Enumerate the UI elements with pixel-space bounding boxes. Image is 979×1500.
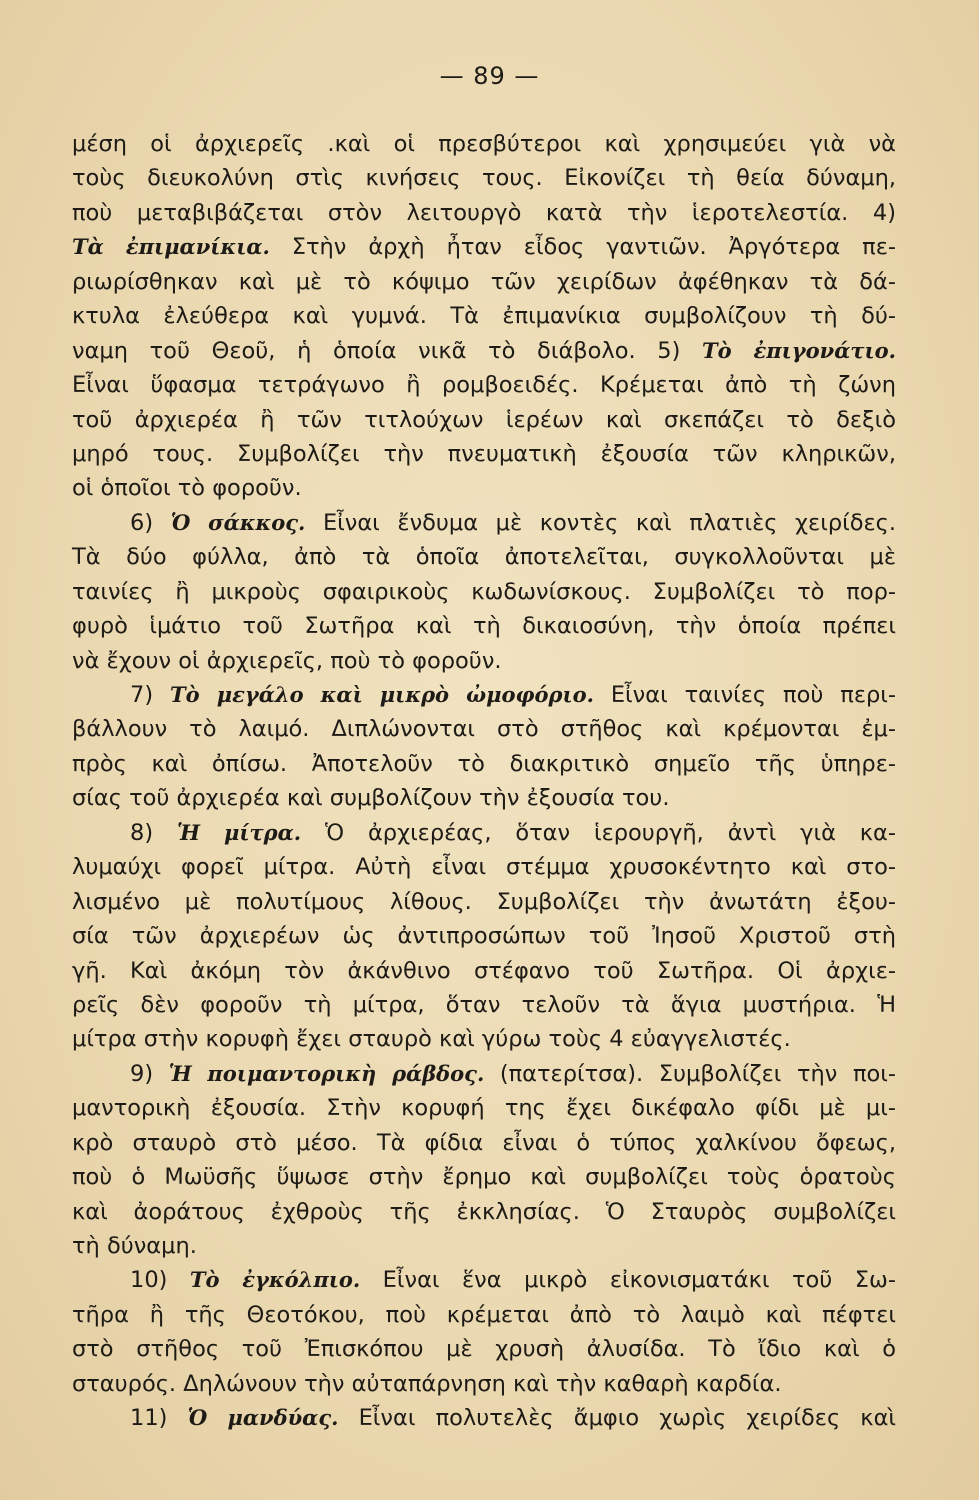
text-segment: νὰ ἔχουν οἱ ἀρχιερεῖς, ποὺ τὸ φοροῦν. <box>72 647 502 674</box>
text-line <box>72 1091 896 1125</box>
text-segment: 8) <box>130 819 177 846</box>
text-line <box>72 1367 896 1401</box>
text-line <box>72 1298 896 1332</box>
text-line <box>72 299 896 333</box>
text-line <box>72 954 896 988</box>
text-line <box>72 919 896 953</box>
text-line <box>72 471 896 505</box>
text-line <box>72 1160 896 1194</box>
text-segment: τοῦ ἀρχιερέα ἢ τῶν τιτλούχων ἱερέων καὶ σκεπάζει τὸ δεξιὸ <box>72 406 896 433</box>
text-segment: γῆ. Καὶ ἀκόμη τὸν ἀκάνθινο στέφανο τοῦ Σωτῆρα. Οἱ ἀρχιε- <box>72 957 896 984</box>
text-line <box>72 1401 896 1435</box>
text-segment: (πατερίτσα). Συμβολίζει τὴν ποι- <box>484 1060 896 1087</box>
text-line <box>72 230 896 264</box>
text-line <box>72 368 896 402</box>
text-line <box>72 127 896 161</box>
text-segment: σία τῶν ἀρχιερέων ὡς ἀντιπροσώπων τοῦ Ἰησοῦ Χριστοῦ στὴ <box>72 923 896 950</box>
item-heading: Ἡ ποιμαντορικὴ ράβδος. <box>168 1060 485 1086</box>
text-segment: μαντορικὴ ἐξουσία. Στὴν κορυφή της ἔχει δικέφαλο φίδι μὲ μι- <box>72 1095 896 1122</box>
text-segment: 6) <box>130 509 171 536</box>
text-segment: οἱ ὁποῖοι τὸ φοροῦν. <box>72 475 302 502</box>
text-segment: κρὸ σταυρὸ στὸ μέσο. Τὰ φίδια εἶναι ὁ τύπος χαλκίνου ὄφεως, <box>72 1129 896 1156</box>
item-heading: Τὸ ἐγκόλπιο. <box>189 1267 361 1293</box>
text-segment: Ὁ ἀρχιερέας, ὅταν ἱερουργῆ, ἀντὶ γιὰ κα- <box>301 819 897 846</box>
text-line <box>72 540 896 574</box>
page-number: — 89 — <box>439 62 540 90</box>
text-line <box>72 1022 896 1056</box>
item-heading: Ὁ σάκκος. <box>170 509 306 535</box>
item-heading: Τὸ ἐπιγονάτιο. <box>702 337 896 363</box>
text-line <box>72 1229 896 1263</box>
text-line <box>72 747 896 781</box>
text-line <box>72 678 896 712</box>
text-line <box>72 403 896 437</box>
text-line <box>72 816 896 850</box>
text-segment: βάλλουν τὸ λαιμό. Διπλώνονται στὸ στῆθος καὶ κρέμονται ἐμ- <box>72 716 896 743</box>
text-segment: Εἶναι ἔνδυμα μὲ κοντὲς καὶ πλατιὲς χειρίδες. <box>305 509 896 536</box>
item-heading: Ὁ μανδύας. <box>187 1405 339 1431</box>
body-text <box>72 127 896 1436</box>
text-segment: λισμένο μὲ πολυτίμους λίθους. Συμβολίζει τὴν ἀνωτάτη ἐξου- <box>72 888 896 915</box>
text-segment: τῆρα ἢ τῆς Θεοτόκου, ποὺ κρέμεται ἀπὸ τὸ λαιμὸ καὶ πέφτει <box>72 1301 896 1328</box>
text-segment: τὴ δύναμη. <box>72 1233 197 1259</box>
text-line <box>72 644 896 678</box>
text-segment: στὸ στῆθος τοῦ Ἐπισκόπου μὲ χρυσὴ ἀλυσίδα. Τὸ ἴδιο καὶ ὁ <box>72 1336 896 1363</box>
text-line <box>72 1195 896 1229</box>
text-segment: τοὺς διευκολύνη στὶς κινήσεις τους. Εἰκονίζει τὴ θεία δύναμη, <box>72 165 896 192</box>
text-segment: 9) <box>130 1060 169 1087</box>
text-segment: σίας τοῦ ἀρχιερέα καὶ συμβολίζουν τὴν ἐξουσία του. <box>72 785 670 812</box>
text-segment: σταυρός. Δηλώνουν τὴν αὐταπάρνηση καὶ τὴν καθαρὴ καρδία. <box>72 1370 782 1397</box>
text-segment: ποὺ μεταβιβάζεται στὸν λειτουργὸ κατὰ τὴν ἱεροτελεστία. 4) <box>72 199 896 226</box>
item-heading: Ἡ μίτρα. <box>176 819 302 845</box>
text-line <box>72 1263 896 1297</box>
text-segment: ρεῖς δὲν φοροῦν τὴ μίτρα, ὅταν τελοῦν τὰ ἅγια μυστήρια. Ἡ <box>72 991 896 1018</box>
text-segment: 7) <box>130 682 171 708</box>
text-line <box>72 437 896 471</box>
text-line <box>72 196 896 230</box>
text-line <box>72 334 896 368</box>
text-segment: μηρό τους. Συμβολίζει τὴν πνευματικὴ ἐξουσία τῶν κληρικῶν, <box>72 440 896 467</box>
text-segment: Στὴν ἀρχὴ ἦταν εἶδος γαντιῶν. Ἀργότερα πε- <box>269 234 896 261</box>
text-segment: πρὸς καὶ ὀπίσω. Ἀποτελοῦν τὸ διακριτικὸ σημεῖο τῆς ὑπηρε- <box>72 750 896 777</box>
text-segment: 10) <box>130 1267 190 1294</box>
text-segment: 11) <box>130 1405 188 1432</box>
text-line <box>72 885 896 919</box>
text-line <box>72 1332 896 1366</box>
text-line <box>72 850 896 884</box>
text-segment: Τὰ δύο φύλλα, ἀπὸ τὰ ὁποῖα ἀποτελεῖται, συγκολλοῦνται μὲ <box>72 544 896 571</box>
text-segment: φυρὸ ἱμάτιο τοῦ Σωτῆρα καὶ τὴ δικαιοσύνη, τὴν ὁποία πρέπει <box>72 613 896 640</box>
text-segment: Εἶναι ταινίες ποὺ περι- <box>593 682 897 708</box>
text-segment: ναμη τοῦ Θεοῦ, ἡ ὁποία νικᾶ τὸ διάβολο. 5) <box>72 337 703 364</box>
text-segment: καὶ ἀοράτους ἐχθροὺς τῆς ἐκκλησίας. Ὁ Σταυρὸς συμβολίζει <box>72 1198 896 1225</box>
text-segment: ταινίες ἢ μικροὺς σφαιρικοὺς κωδωνίσκους. Συμβολίζει τὸ πορ- <box>72 578 896 605</box>
text-segment: Εἶναι πολυτελὲς ἄμφιο χωρὶς χειρίδες καὶ <box>338 1405 897 1432</box>
item-heading: Τὰ ἐπιμανίκια. <box>72 234 270 260</box>
text-segment: ριωρίσθηκαν καὶ μὲ τὸ κόψιμο τῶν χειρίδων ἀφέθηκαν τὰ δά- <box>72 268 896 295</box>
text-line <box>72 712 896 746</box>
text-segment: μίτρα στὴν κορυφὴ ἔχει σταυρὸ καὶ γύρω τοὺς 4 εὐαγγελιστές. <box>72 1026 791 1053</box>
text-segment: Εἶναι ὕφασμα τετράγωνο ἢ ρομβοειδές. Κρέμεται ἀπὸ τὴ ζώνη <box>72 372 896 399</box>
text-line <box>72 609 896 643</box>
text-line <box>72 161 896 195</box>
text-line <box>72 506 896 540</box>
text-line <box>72 265 896 299</box>
text-segment: λυμαύχι φορεῖ μίτρα. Αὐτὴ εἶναι στέμμα χρυσοκέντητο καὶ στο- <box>72 854 896 881</box>
text-segment: μέση οἱ ἀρχιερεῖς .καὶ οἱ πρεσβύτεροι καὶ χρησιμεύει γιὰ νὰ <box>72 131 896 157</box>
text-line <box>72 781 896 815</box>
text-line <box>72 575 896 609</box>
text-line <box>72 1126 896 1160</box>
text-line <box>72 1057 896 1091</box>
text-segment: Εἶναι ἕνα μικρὸ εἰκονισματάκι τοῦ Σω- <box>360 1267 896 1294</box>
item-heading: Τὸ μεγάλο καὶ μικρὸ ὠμοφόριο. <box>170 682 594 707</box>
text-segment: κτυλα ἐλεύθερα καὶ γυμνά. Τὰ ἐπιμανίκια συμβολίζουν τὴ δύ- <box>72 303 896 330</box>
text-line <box>72 988 896 1022</box>
text-segment: ποὺ ὁ Μωϋσῆς ὕψωσε στὴν ἔρημο καὶ συμβολίζει τοὺς ὁρατοὺς <box>72 1164 896 1191</box>
